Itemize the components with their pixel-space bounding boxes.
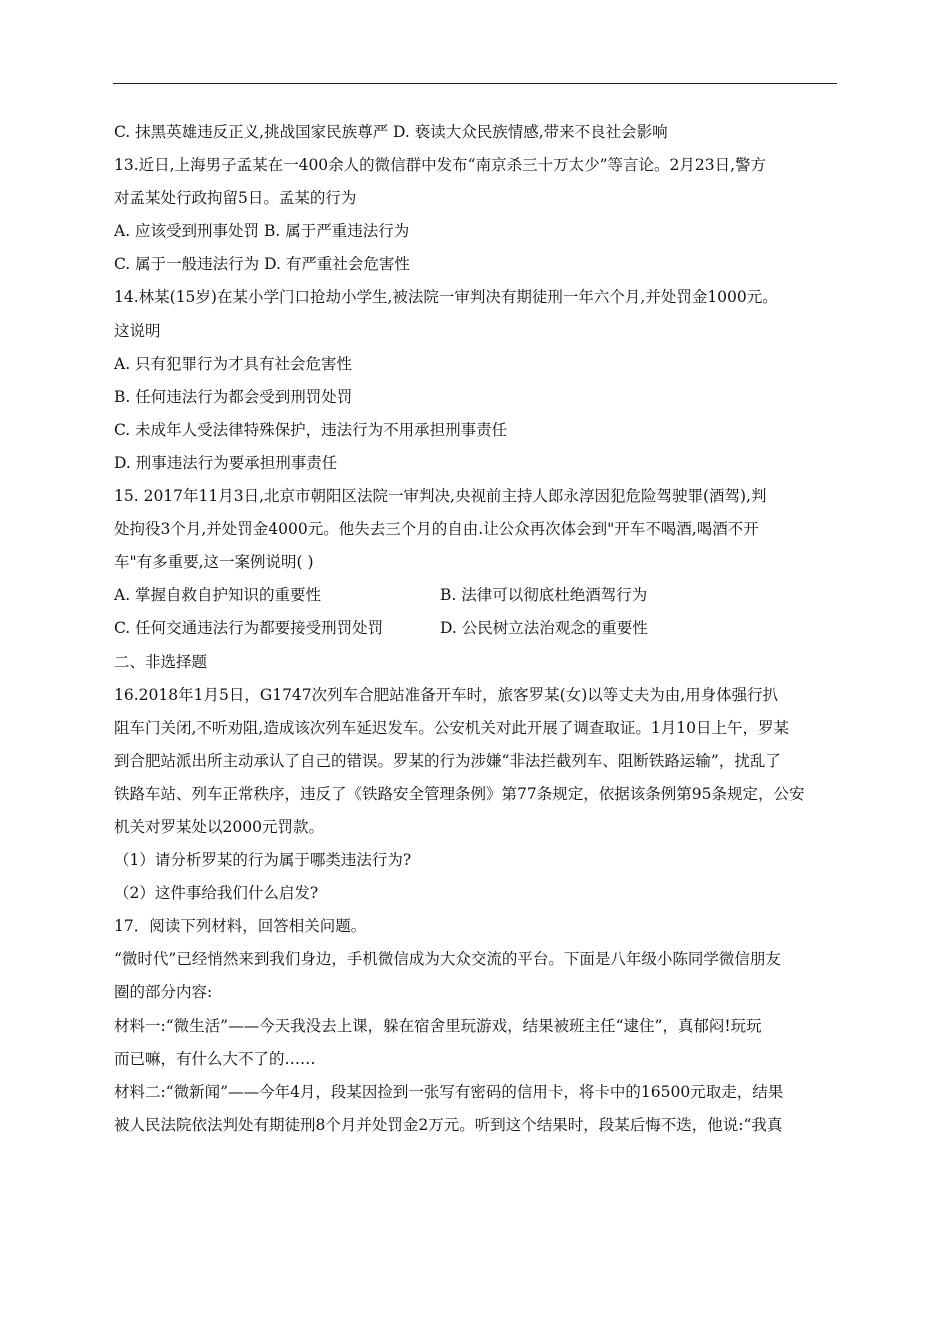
q14-option-a: A. 只有犯罪行为才具有社会危害性 (114, 354, 353, 373)
q16-subquestion-1: （1）请分析罗某的行为属于哪类违法行为? (114, 851, 412, 870)
q15-options-row2 (114, 618, 838, 651)
q17-material2-line2: 被人民法院依法判处有期徒刑8个月并处罚金2万元。听到这个结果时，段某后悔不迭，他说:“我真 (114, 1115, 783, 1134)
q15-stem-line3: 车"有多重要,这一案例说明( ) (114, 553, 314, 572)
q16-stem-line4: 铁路车站、列车正常秩序，违反了《铁路安全管理条例》第77条规定，依据该条例第95条规定，公安 (114, 784, 805, 803)
q14-option-d: D. 刑事违法行为要承担刑事责任 (114, 453, 338, 472)
q15-stem-line1: 15. 2017年11月3日,北京市朝阳区法院一审判决,央视前主持人郎永淳因犯危险驾驶罪(酒驾),判 (114, 487, 767, 506)
q14-option-c: C. 未成年人受法律特殊保护，违法行为不用承担刑事责任 (114, 420, 508, 439)
q17-material1-line2: 而已嘛，有什么大不了的…… (114, 1049, 316, 1068)
q15-stem-line2: 处拘役3个月,并处罚金4000元。他失去三个月的自由.让公众再次体会到"开车不喝酒,喝酒不开 (114, 520, 759, 539)
q15-option-b: B. 法律可以彻底杜绝酒驾行为 (440, 586, 648, 605)
q15-option-c: C. 任何交通违法行为都要接受刑罚处罚 (114, 619, 384, 638)
q12-options-cd: C. 抹黑英雄违反正义,挑战国家民族尊严 D. 亵读大众民族情感,带来不良社会影响 (114, 123, 668, 141)
q16-stem-line2: 阻车门关闭,不听劝阻,造成该次列车延迟发车。公安机关对此开展了调查取证。1月10日上午，罗某 (114, 718, 789, 737)
q13-stem-line2: 对孟某处行政拘留5日。孟某的行为 (114, 189, 357, 208)
q16-stem-line1: 16.2018年1月5日，G1747次列车合肥站准备开车时，旅客罗某(女)以等丈夫为由,用身体强行扒 (114, 685, 779, 704)
q17-stem: 17．阅读下列材料，回答相关问题。 (114, 917, 367, 936)
q17-intro-line2: 圈的部分内容: (114, 983, 213, 1002)
q17-material2-line1: 材料二:“微新闻”——今年4月，段某因捡到一张写有密码的信用卡，将卡中的16500元取走，结果 (114, 1082, 784, 1101)
q16-stem-line5: 机关对罗某处以2000元罚款。 (114, 817, 324, 836)
q15-option-d: D. 公民树立法治观念的重要性 (440, 619, 648, 638)
q14-stem-line1: 14.林某(15岁)在某小学门口抢劫小学生,被法院一审判决有期徒刑一年六个月,并处罚金1000元。 (114, 288, 778, 307)
q14-stem-line2: 这说明 (114, 321, 161, 340)
header-rule (113, 83, 837, 84)
q17-intro-line1: “微时代”已经悄然来到我们身边，手机微信成为大众交流的平台。下面是八年级小陈同学微信朋友 (114, 950, 781, 969)
document-body (114, 122, 838, 1148)
q15-options-row1 (114, 585, 838, 618)
q16-stem-line3: 到合肥站派出所主动承认了自己的错误。罗某的行为涉嫌“非法拦截列车、阻断铁路运输”，扰乱了 (114, 751, 781, 770)
q17-material1-line1: 材料一:“微生活”——今天我没去上课，躲在宿舍里玩游戏，结果被班主任“逮住”，真郁闷!玩玩 (114, 1016, 762, 1035)
q13-options-cd: C. 属于一般违法行为 D. 有严重社会危害性 (114, 255, 410, 274)
q13-stem-line1: 13.近日,上海男子孟某在一400余人的微信群中发布“南京杀三十万太少”等言论。2月23日,警方 (114, 156, 767, 175)
q16-subquestion-2: （2）这件事给我们什么启发? (114, 884, 319, 903)
q13-options-ab: A. 应该受到刑事处罚 B. 属于严重违法行为 (114, 222, 410, 241)
section-heading: 二、非选择题 (114, 652, 208, 671)
q14-option-b: B. 任何违法行为都会受到刑罚处罚 (114, 387, 353, 406)
q15-option-a: A. 掌握自救自护知识的重要性 (114, 586, 322, 605)
